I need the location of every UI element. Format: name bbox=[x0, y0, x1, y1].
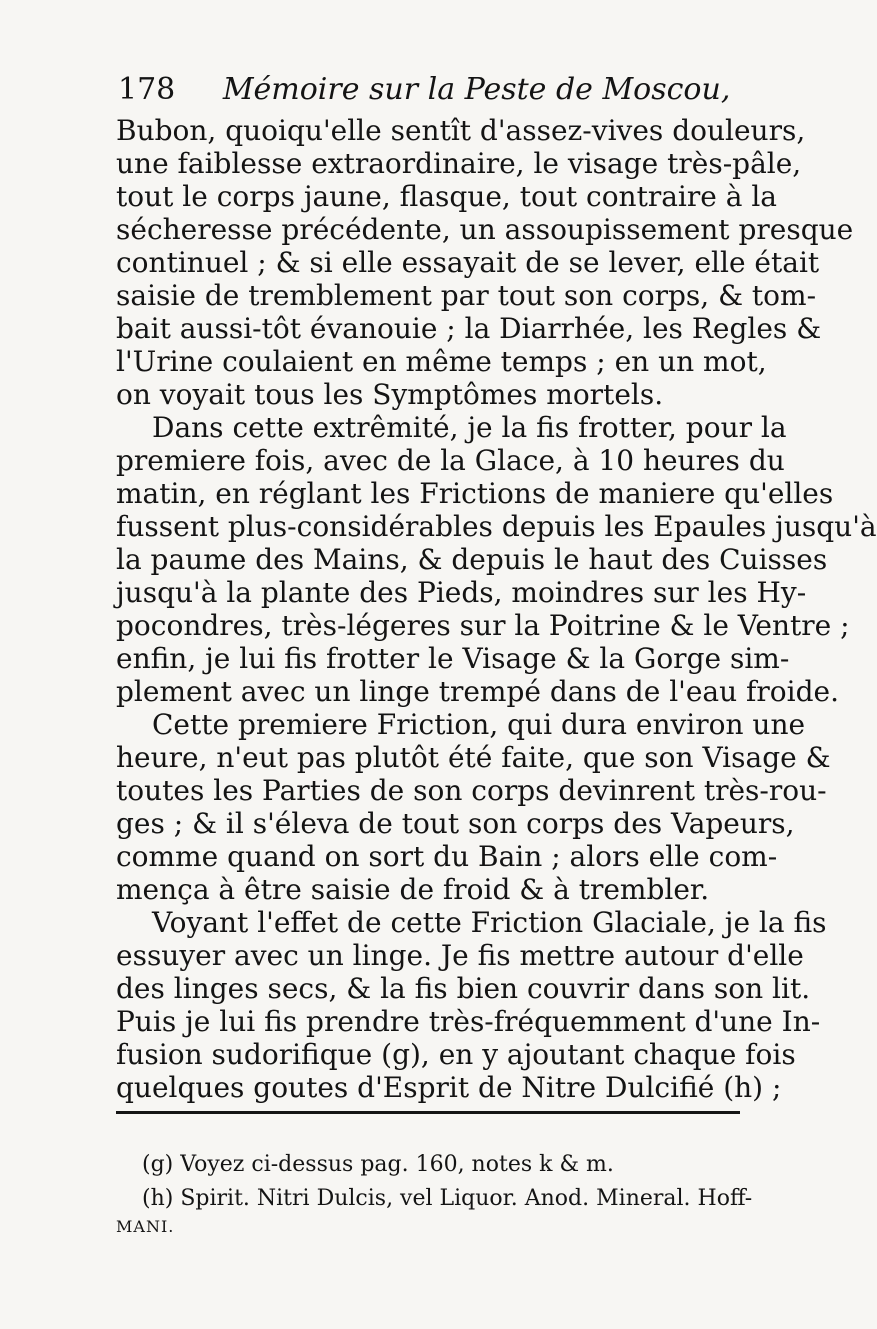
text-line: la paume des Mains, & depuis le haut des Cuisses bbox=[116, 543, 828, 576]
text-line: heure, n'eut pas plutôt été faite, que son Visage & bbox=[116, 741, 831, 774]
text-line: quelques goutes d'Esprit de Nitre Dulcifié (h) ; bbox=[116, 1071, 782, 1104]
footnote-rule bbox=[116, 1111, 740, 1114]
running-title: Mémoire sur la Peste de Moscou, bbox=[222, 72, 731, 107]
page-header bbox=[118, 66, 731, 114]
text-line: Voyant l'effet de cette Friction Glaciale, je la fis bbox=[152, 906, 827, 939]
text-line: fussent plus-considérables depuis les Epaules jusqu'à bbox=[116, 510, 877, 543]
text-line: bait aussi-tôt évanouie ; la Diarrhée, les Regles & bbox=[116, 312, 822, 345]
text-line: jusqu'à la plante des Pieds, moindres sur les Hy- bbox=[116, 576, 807, 609]
text-line: Dans cette extrêmité, je la fis frotter, pour la bbox=[152, 411, 787, 444]
text-line: Puis je lui fis prendre très-fréquemment d'une In- bbox=[116, 1005, 821, 1038]
text-line: saisie de tremblement par tout son corps, & tom- bbox=[116, 279, 817, 312]
text-line: toutes les Parties de son corps devinrent très-rou- bbox=[116, 774, 827, 807]
text-line: ges ; & il s'éleva de tout son corps des Vapeurs, bbox=[116, 807, 795, 840]
footnote-h: (h) Spirit. Nitri Dulcis, vel Liquor. Anod. Mineral. Hoff- bbox=[142, 1186, 753, 1211]
text-line: tout le corps jaune, flasque, tout contraire à la bbox=[116, 180, 777, 213]
text-line: Bubon, quoiqu'elle sentît d'assez-vives douleurs, bbox=[116, 114, 806, 147]
text-line: des linges secs, & la fis bien couvrir dans son lit. bbox=[116, 972, 811, 1005]
body-text bbox=[116, 114, 877, 1104]
footnote-h-continuation: MANI. bbox=[116, 1217, 175, 1236]
text-line: une faiblesse extraordinaire, le visage très-pâle, bbox=[116, 147, 802, 180]
text-line: enfin, je lui fis frotter le Visage & la Gorge sim- bbox=[116, 642, 790, 675]
text-line: premiere fois, avec de la Glace, à 10 heures du bbox=[116, 444, 785, 477]
text-line: sécheresse précédente, un assoupissement presque bbox=[116, 213, 854, 246]
text-line: comme quand on sort du Bain ; alors elle com- bbox=[116, 840, 778, 873]
text-line: essuyer avec un linge. Je fis mettre autour d'elle bbox=[116, 939, 804, 972]
page-number: 178 bbox=[118, 72, 176, 107]
text-line: Cette premiere Friction, qui dura environ une bbox=[152, 708, 806, 741]
footnotes bbox=[116, 1148, 753, 1238]
text-line: plement avec un linge trempé dans de l'eau froide. bbox=[116, 675, 839, 708]
text-line: fusion sudorifique (g), en y ajoutant chaque fois bbox=[116, 1038, 796, 1071]
text-line: on voyait tous les Symptômes mortels. bbox=[116, 378, 664, 411]
text-line: continuel ; & si elle essayait de se lever, elle était bbox=[116, 246, 820, 279]
text-line: mença à être saisie de froid & à trembler. bbox=[116, 873, 710, 906]
text-line: matin, en réglant les Frictions de maniere qu'elles bbox=[116, 477, 834, 510]
text-line: l'Urine coulaient en même temps ; en un mot, bbox=[116, 345, 767, 378]
text-line: pocondres, très-légeres sur la Poitrine & le Ventre ; bbox=[116, 609, 850, 642]
footnote-g: (g) Voyez ci-dessus pag. 160, notes k & m. bbox=[142, 1152, 614, 1177]
